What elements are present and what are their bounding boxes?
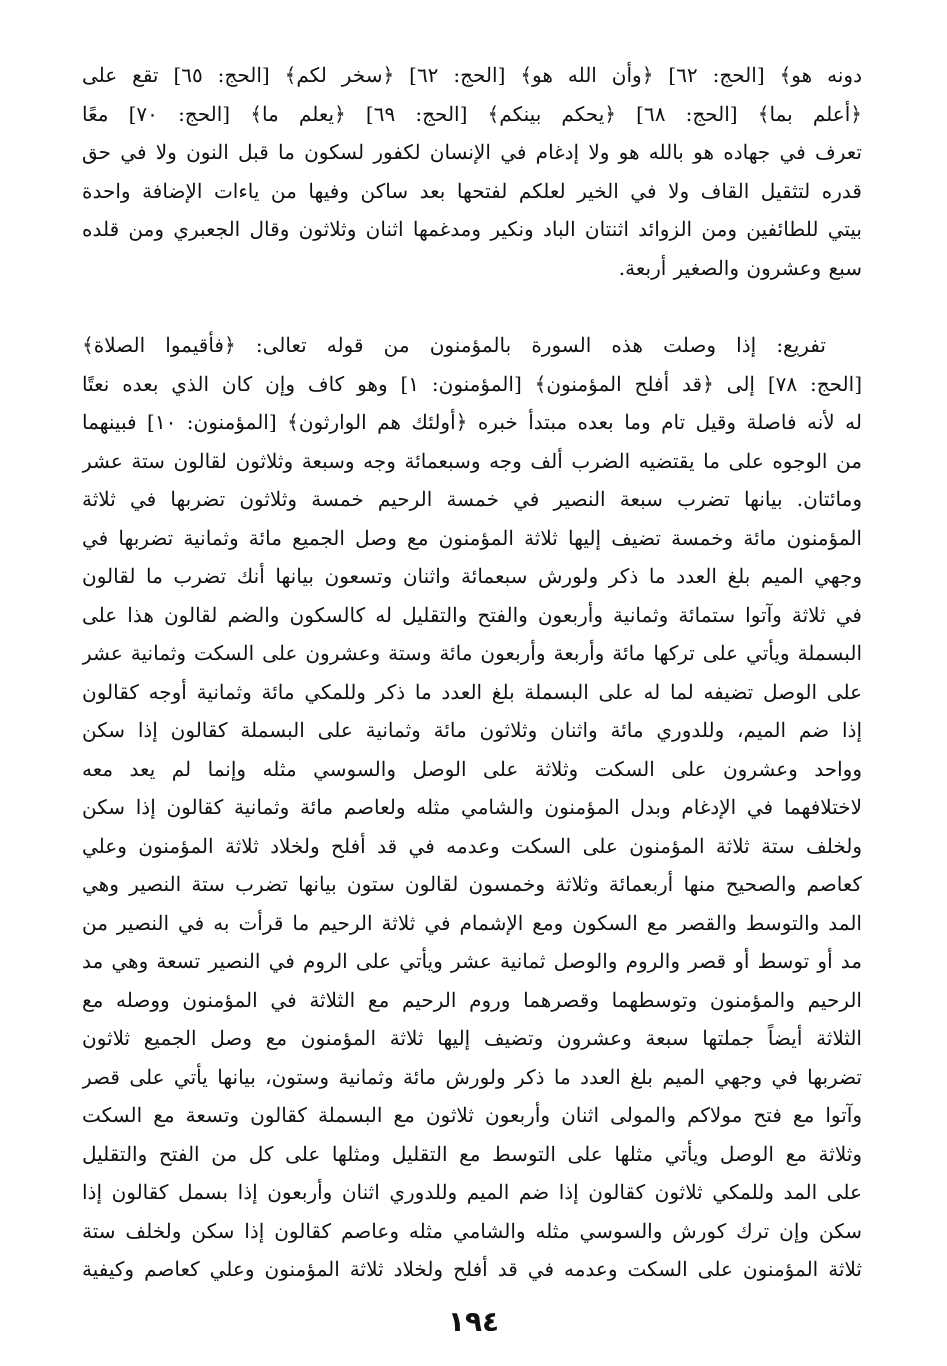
text-line: على الوصل تضيفه لما له على البسملة بلغ العدد ما ذكر وللمكي مائة وثمانية أوجه كقالون bbox=[82, 679, 862, 704]
text-line: لاختلافهما في الإدغام وبدل المؤمنون والشامي مثله ولعاصم مائة وثمانية كقالون إذا سكن bbox=[82, 795, 862, 819]
text-line: إذا ضم الميم، وللدوري مائة واثنان وثلاثون مائة وثمانية على البسملة كقالون إذا سكن bbox=[82, 718, 862, 742]
text-line: على المد وللمكي ثلاثون كقالون إذا ضم الميم وللدوري اثنان وأربعون إذا بسمل كقالون إذا bbox=[82, 1180, 862, 1204]
text-line: المد والتوسط والقصر مع السكون ومع الإشمام في ثلاثة الرحيم ما قرأت به في النصير من bbox=[82, 910, 862, 935]
text-line: بيتي للطائفين ومن الزوائد اثنتان الباد ونكير ومدغمها اثنان وثلاثون وقال الجعبري ومن قلده bbox=[82, 217, 862, 241]
text-line: وجهي الميم بلغ العدد ما ذكر ولورش سبعمائة واثنان وتسعون بيانها أنك تضرب ما لقالون bbox=[82, 564, 862, 588]
text-line: في ثلاثة وآتوا ستمائة وثمانية وأربعون والفتح والتقليل له كالسكون والضم لقالون هذا على bbox=[82, 602, 862, 627]
text-line: الثلاثة أيضاً جملتها سبعة وعشرون وتضيف إليها ثلاثة المؤمنون مع وصل الجميع ثلاثون bbox=[82, 1026, 862, 1050]
text-line: البسملة ويأتي على تركها مائة وأربعة وأربعون مائة وستة وعشرون على السكت وثمانية عشر bbox=[82, 641, 862, 665]
text-line: كعاصم والصحيح منها أربعمائة وثلاثة وخمسون لقالون ستون بيانها تضرب ستة النصير وهي bbox=[82, 872, 862, 896]
text-line: تفريع: إذا وصلت هذه السورة بالمؤمنون من قوله تعالى: ﴿فأقيموا الصلاة﴾ bbox=[82, 333, 826, 357]
text-line: ﴿أعلم بما﴾ [الحج: ٦٨] ﴿يحكم بينكم﴾ [الحج: ٦٩] ﴿يعلم ما﴾ [الحج: ٧٠] معًا bbox=[82, 101, 862, 126]
text-line: [الحج: ٧٨] إلى ﴿قد أفلح المؤمنون﴾ [المؤمنون: ١] وهو كاف وإن كان الذي بعده نعتًا bbox=[82, 371, 862, 396]
paragraph-1 bbox=[82, 56, 862, 287]
text-line: الرحيم والمؤمنون وتوسطهما وقصرهما وروم الرحيم مع الثلاثة في المؤمنون ووصله مع bbox=[82, 987, 862, 1012]
text-line: سكن وإن ترك كورش والسوسي مثله والشامي مثله وعاصم كقالون إذا سكن ولخلف ستة bbox=[82, 1218, 862, 1243]
text-line: تضربها في وجهي الميم بلغ العدد ما ذكر ولورش مائة وثمانية وستون، بيانها يأتي على قصر bbox=[82, 1064, 862, 1089]
page-number: ١٩٤ bbox=[447, 1305, 500, 1338]
text-line: ثلاثة المؤمنون على السكت وعدمه في قد أفلح ولخلاد ثلاثة المؤمنون وعلي كعاصم وكيفية bbox=[82, 1257, 862, 1281]
text-line: قدره لتثقيل القاف ولا في الخير لعلكم لفتحها بعد ساكن وفيها من ياءات الإضافة واحدة bbox=[82, 178, 862, 203]
text-line: من الوجوه على ما يقتضيه الضرب ألف وجه وسبعمائة وجه وسبعة وثلاثون لقالون ستة عشر bbox=[82, 448, 862, 473]
text-line: وآتوا مع فتح مولاكم والمولى اثنان وأربعون ثلاثون مع البسملة كقالون وتسعة مع السكت bbox=[82, 1103, 862, 1127]
text-line: له لأنه فاصلة وقيل تام وما بعده مبتدأ خبره ﴿أولئك هم الوارثون﴾ [المؤمنون: ١٠] فبينهما bbox=[82, 410, 862, 434]
text-line: المؤمنون مائة وخمسة تضيف إليها ثلاثة المؤمنون مع وصل الجميع مائة وثمانية تضربها في bbox=[82, 525, 862, 550]
text-line: دونه هو﴾ [الحج: ٦٢] ﴿وأن الله هو﴾ [الحج: ٦٢] ﴿سخر لكم﴾ [الحج: ٦٥] تقع على bbox=[82, 63, 862, 87]
text-line: وثلاثة مع الوصل ويأتي مثلها على التوسط مع التقليل ومثلها على كل من الفتح والتقليل bbox=[82, 1141, 862, 1166]
text-line: وواحد وعشرون على السكت وثلاثة على الوصل والسوسي مثله وإنما لم يعد معه bbox=[82, 756, 862, 781]
text-line: تعرف في جهاده هو بالله هو ولا إدغام في الإنسان لكفور لسكون ما قبل النون ولا في حق bbox=[82, 140, 862, 164]
text-line: ومائتان. بيانها تضرب سبعة النصير في خمسة الرحيم خمسة وثلاثون تضربها في ثلاثة bbox=[82, 487, 862, 511]
paragraph-2 bbox=[82, 326, 862, 1289]
text-line: مد أو توسط أو قصر والروم والوصل ثمانية عشر ويأتي على الروم في النصير تسعة وهي مد bbox=[82, 949, 862, 973]
text-line: سبع وعشرون والصغير أربعة. bbox=[618, 255, 862, 280]
text-line: ولخلف ستة ثلاثة المؤمنون على السكت وعدمه في قد أفلح ولخلاد ثلاثة المؤمنون وعلي bbox=[82, 833, 862, 858]
